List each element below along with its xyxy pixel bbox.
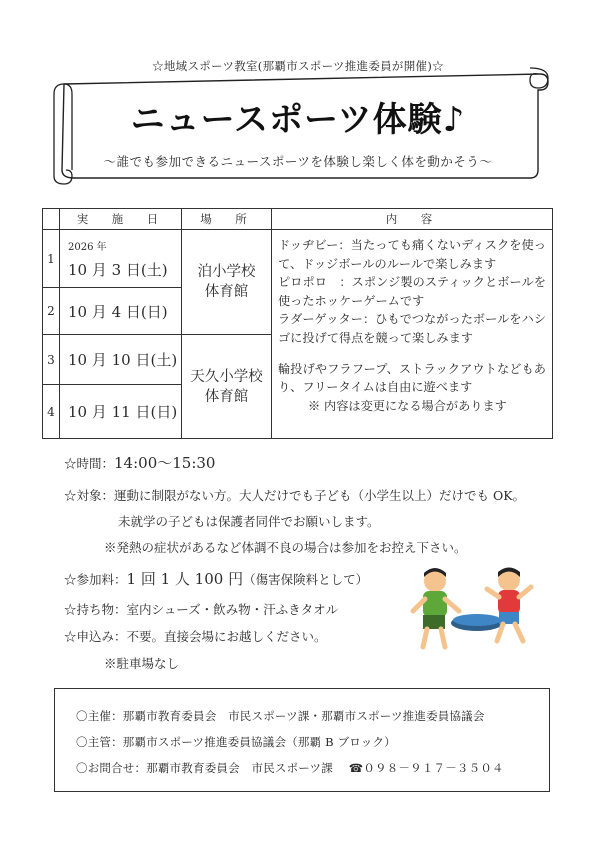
date-cell: 10 月 10 日(土): [60, 335, 182, 385]
time-label: ☆時間：: [64, 456, 115, 471]
content-line: 輪投げやフラフープ、ストラックアウトなどもあり、フリータイムは自由に遊べます: [278, 361, 546, 395]
date-cell: [60, 230, 182, 288]
date-cell: 10 月 4 日(日): [60, 288, 182, 335]
content-line: ドッヂビー：当たっても痛くないディスクを使って、ドッジボールのルールで楽しみます: [278, 238, 546, 271]
date-header: 実 施 日: [60, 209, 182, 230]
fee-note: （傷害保険料として）: [243, 572, 369, 587]
page-title: ニュースポーツ体験♪: [130, 100, 466, 140]
parking-note: ※駐車場なし: [104, 656, 180, 671]
place-venue: 体育館: [204, 388, 249, 405]
date-value: 10 月 3 日(土): [68, 260, 168, 279]
date-cell: 10 月 11 日(日): [60, 385, 182, 439]
place-name: 天久小学校: [190, 368, 263, 385]
place-header: 場 所: [182, 209, 272, 230]
schedule-table: [42, 208, 553, 439]
target-line-2: 未就学の子どもは保護者同伴でお願いします。: [118, 514, 380, 529]
row-number: 4: [43, 385, 60, 439]
row-number: 2: [43, 288, 60, 335]
place-cell: [182, 230, 272, 335]
time-value: 14:00～15:30: [114, 454, 216, 472]
table-header-row: [43, 209, 553, 230]
content-note: ※ 内容は変更になる場合があります: [308, 398, 507, 413]
place-name: 泊小学校: [197, 264, 256, 280]
place-cell: [182, 335, 272, 439]
manager-line: 〇主管：那覇市スポーツ推進委員協議会（那覇 B ブロック）: [76, 735, 396, 749]
fee-value: 1 回 1 人 100 円: [126, 570, 244, 588]
place-venue: 体育館: [204, 284, 249, 300]
apply-line: ☆申込み：不要。直接会場にお越しください。: [64, 629, 327, 644]
content-header: 内 容: [272, 209, 553, 230]
kids-playing-illustration: [405, 563, 543, 655]
row-number: 3: [43, 335, 60, 385]
content-line: ピロポロ ：スポンジ製のスティックとボールを使ったホッケーゲームです: [278, 275, 546, 308]
items-line: ☆持ち物：室内シューズ・飲み物・汗ふきタオル: [64, 602, 339, 617]
table-row: [43, 230, 553, 288]
content-cell: [272, 230, 553, 439]
contact-line: [76, 760, 504, 776]
row-number: 1: [43, 230, 60, 288]
fee-line: [64, 568, 368, 589]
content-line: ラダーゲッター：ひもでつながったボールをハシゴに投げて得点を競って楽しみます: [278, 312, 546, 345]
year-label: 2026 年: [68, 241, 107, 253]
phone-number: ☎０９８－９１７－３５０４: [348, 761, 504, 775]
fee-label: ☆参加料：: [64, 572, 127, 587]
num-header: [43, 209, 60, 230]
event-series-note: ☆地域スポーツ教室(那覇市スポーツ推進委員が開催)☆: [152, 59, 444, 73]
time-line: [64, 452, 215, 473]
organizer-line: 〇主催：那覇市教育委員会 市民スポーツ課・那覇市スポーツ推進委員協議会: [76, 709, 485, 723]
health-note: ※発熱の症状があるなど体調不良の場合は参加をお控え下さい。: [104, 540, 467, 555]
page-subtitle: ～誰でも参加できるニュースポーツを体験し楽しく体を動かそう～: [103, 154, 493, 169]
target-line: ☆対象：運動に制限がない方。大人だけでも子ども（小学生以上）だけでも OK。: [64, 488, 526, 503]
contact-label: 〇お問合せ：那覇市教育委員会 市民スポーツ課: [76, 761, 333, 775]
